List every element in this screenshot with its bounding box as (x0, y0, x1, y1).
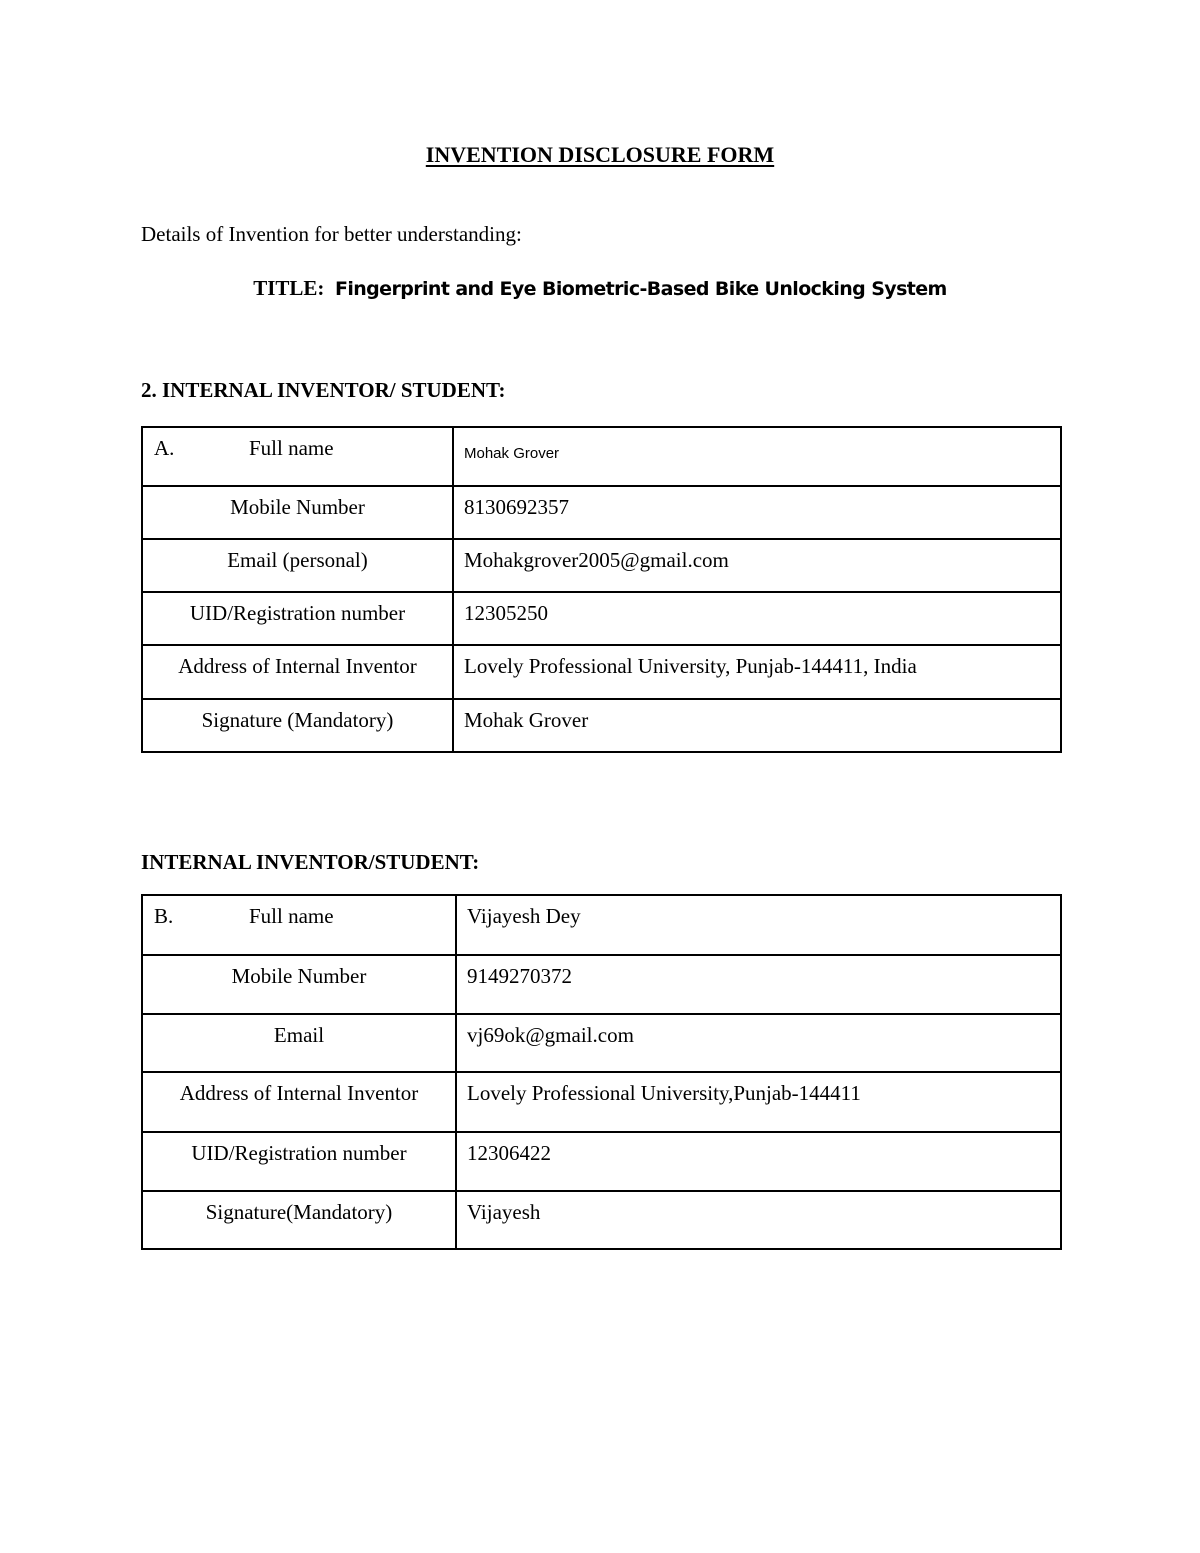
row-label (142, 427, 453, 486)
mobile-number-value: 9149270372 (456, 955, 1061, 1014)
email-value: vj69ok@gmail.com (456, 1014, 1061, 1072)
email-label: Email (personal) (142, 539, 453, 592)
invention-title-label: TITLE: (253, 276, 325, 300)
table-row (142, 645, 1061, 699)
address-label: Address of Internal Inventor (142, 1072, 456, 1132)
full-name-value: Vijayesh Dey (456, 895, 1061, 955)
uid-value: 12305250 (453, 592, 1061, 645)
uid-value: 12306422 (456, 1132, 1061, 1191)
address-value: Lovely Professional University,Punjab-144411 (456, 1072, 1061, 1132)
uid-label: UID/Registration number (142, 592, 453, 645)
table-row (142, 539, 1061, 592)
invention-title (0, 273, 1200, 304)
signature-label: Signature(Mandatory) (142, 1191, 456, 1249)
table-row (142, 592, 1061, 645)
table-row (142, 1014, 1061, 1072)
table-row (142, 1191, 1061, 1249)
inventor-letter: A. (154, 436, 175, 460)
form-title: INVENTION DISCLOSURE FORM (425, 142, 775, 167)
full-name-label: Full name (249, 904, 334, 928)
uid-label: UID/Registration number (142, 1132, 456, 1191)
email-value: Mohakgrover2005@gmail.com (453, 539, 1061, 592)
email-label: Email (142, 1014, 456, 1072)
table-row (142, 1072, 1061, 1132)
invention-title-value: Fingerprint and Eye Biometric-Based Bike Unlocking System (334, 278, 947, 300)
full-name-label: Full name (249, 436, 334, 460)
table-row (142, 1132, 1061, 1191)
table-row (142, 486, 1061, 539)
signature-label: Signature (Mandatory) (142, 699, 453, 752)
intro-text: Details of Invention for better understanding: (141, 222, 522, 246)
section-b-heading: INTERNAL INVENTOR/STUDENT: (141, 850, 480, 874)
mobile-number-label: Mobile Number (142, 486, 453, 539)
address-value: Lovely Professional University, Punjab-144411, India (453, 645, 1061, 699)
row-label (142, 895, 456, 955)
mobile-number-value: 8130692357 (453, 486, 1061, 539)
table-row (142, 699, 1061, 752)
inventor-letter: B. (154, 904, 174, 928)
inventor-b-table (141, 894, 1062, 1250)
row-value (453, 427, 1061, 486)
inventor-a-table (141, 426, 1062, 753)
signature-value: Mohak Grover (453, 699, 1061, 752)
address-label: Address of Internal Inventor (142, 645, 453, 699)
full-name-value: Mohak Grover (464, 445, 560, 462)
table-row (142, 955, 1061, 1014)
signature-value: Vijayesh (456, 1191, 1061, 1249)
table-row (142, 895, 1061, 955)
table-row (142, 427, 1061, 486)
mobile-number-label: Mobile Number (142, 955, 456, 1014)
section-a-heading: 2. INTERNAL INVENTOR/ STUDENT: (141, 378, 506, 402)
